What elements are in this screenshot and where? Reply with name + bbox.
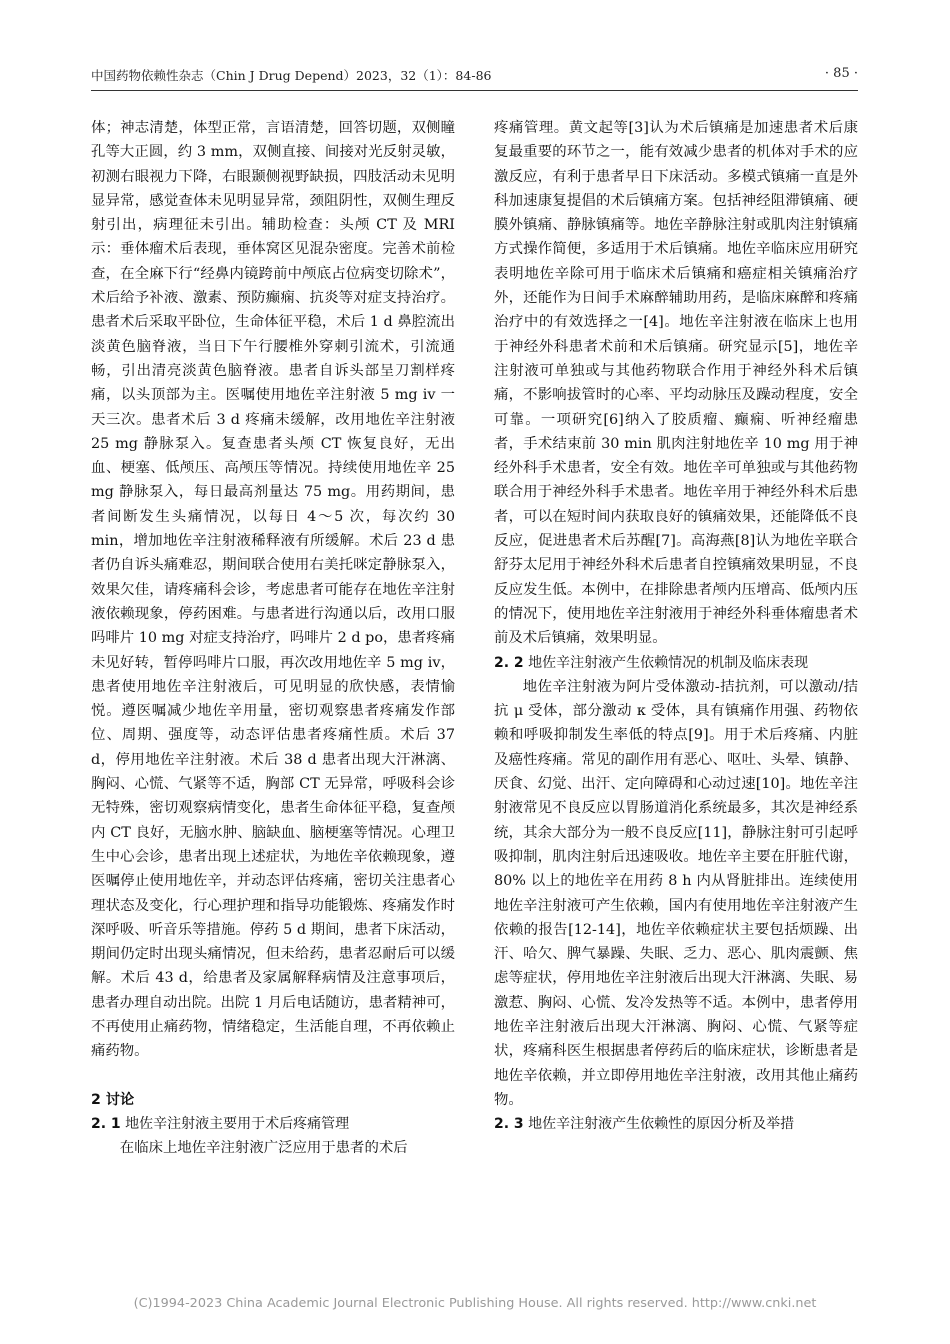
section-2-heading: 2 讨论 [91,1091,135,1108]
section-2-1-heading [91,1112,455,1136]
section-gap [91,1064,455,1088]
section-2-1-paragraph-continued: 疼痛管理。黄文起等[3]认为术后镇痛是加速患者术后康复最重要的环节之一，能有效减少患者的机体对手术的应激反应，有利于患者早日下床活动。多模式镇痛一直是外科加速康复提倡的术后镇痛方案。包括神经阻滞镇痛、硬膜外镇痛、静脉镇痛等。地佐辛静脉注射或肌肉注射镇痛方式操作简便，多适用于术后镇痛。地佐辛临床应用研究表明地佐辛除可用于临床术后镇痛和癌症相关镇痛治疗外，还能作为日间手术麻醉辅助用药，是临床麻醉和疼痛治疗中的有效选择之一[4]。地佐辛注射液在临床上也用于神经外科患者术前和术后镇痛。研究显示[5]，地佐辛注射液可单独或与其他药物联合作用于神经外科术后镇痛，不影响拔管时的心率、平均动脉压及躁动程度，安全可靠。一项研究[6]纳入了胶质瘤、癫痫、听神经瘤患者，手术结束前 30 min 肌肉注射地佐辛 10 mg 用于神经外科手术患者，安全有效。地佐辛可单独或与其他药物联合用于神经外科手术患者。地佐辛用于神经外科术后患者，可以在短时间内获取良好的镇痛效果，还能降低不良反应，促进患者术后苏醒[7]。高海燕[8]认为地佐辛联合舒芬太尼用于神经外科术后患者自控镇痛效果明显，不良反应发生低。本例中，在排除患者颅内压增高、低颅内压的情况下，使用地佐辛注射液用于神经外科垂体瘤患者术前及术后镇痛，效果明显。 [494,120,858,647]
right-column [494,116,858,1136]
header-divider [91,90,858,91]
section-2-1-number: 2. 1 [91,1115,121,1132]
section-2-1-paragraph-start: 在临床上地佐辛注射液广泛应用于患者的术后 [119,1140,408,1157]
section-2-3-heading [494,1112,858,1136]
section-2-3-title: 地佐辛注射液产生依赖性的原因分析及举措 [528,1116,795,1133]
running-header [91,66,858,88]
page-number: · 85 · [824,66,858,81]
section-2-2-heading [494,651,858,675]
section-2-3-number: 2. 3 [494,1116,524,1133]
section-2-2-paragraph: 地佐辛注射液为阿片受体激动-拮抗剂，可以激动/拮抗 μ 受体，部分激动 κ 受体，具有镇痛作用强、药物依赖和呼吸抑制发生率低的特点[9]。用于术后疼痛、内脏及癌性疼痛。常见的副作用有恶心、呕吐、头晕、镇静、厌食、幻觉、出汗、定向障碍和心动过速[10]。地佐辛注射液常见不良反应以胃肠道消化系统最多，其次是神经系统，其余大部分为一般不良反应[11]，静脉注射可引起呼吸抑制，肌肉注射后迅速吸收。地佐辛主要在肝脏代谢，80% 以上的地佐辛在用药 8 h 内从肾脏排出。连续使用地佐辛注射液可产生依赖，国内有使用地佐辛注射液产生依赖的报告[12-14]，地佐辛依赖症状主要包括烦躁、出汗、哈欠、脾气暴躁、失眠、乏力、恶心、肌肉震颤、焦虑等症状，停用地佐辛注射液后出现大汗淋漓、失眠、易激惹、胸闷、心慌、发冷发热等不适。本例中，患者停用地佐辛注射液后出现大汗淋漓、胸闷、心慌、气紧等症状，疼痛科医生根据患者停药后的临床症状，诊断患者是地佐辛依赖，并立即停用地佐辛注射液，改用其他止痛药物。 [494,678,858,1108]
case-report-paragraph: 体；神志清楚，体型正常，言语清楚，回答切题，双侧瞳孔等大正圆，约 3 mm，双侧直接、间接对光反射灵敏，初测右眼视力下降，右眼颞侧视野缺损，四肢活动未见明显异常，感觉查体未见明显异常，颈阻阴性，双侧生理反射引出，病理征未引出。辅助检查：头颅 CT 及 MRI 示：垂体瘤术后表现，垂体窝区见混杂密度。完善术前检查，在全麻下行“经鼻内镜跨前中颅底占位病变切除术”，术后给予补液、激素、预防癫痫、抗炎等对症支持治疗。患者术后采取平卧位，生命体征平稳，术后 1 d 鼻腔流出淡黄色脑脊液，当日下午行腰椎外穿刺引流术，引流通畅，引出清亮淡黄色脑脊液。患者自诉头部呈刀割样疼痛，以头顶部为主。医嘱使用地佐辛注射液 5 mg iv 一天三次。患者术后 3 d 疼痛未缓解，改用地佐辛注射液 25 mg 静脉泵入。复查患者头颅 CT 恢复良好，无出血、梗塞、低颅压、高颅压等情况。持续使用地佐辛 25 mg 静脉泵入，每日最高剂量达 75 mg。用药期间，患者间断发生头痛情况，以每日 4～5 次，每次约 30 min，增加地佐辛注射液稀释液有所缓解。术后 23 d 患者仍自诉头痛难忍，期间联合使用右美托咪定静脉泵入，效果欠佳，请疼痛科会诊，考虑患者可能存在地佐辛注射液依赖现象，停药困难。与患者进行沟通以后，改用口服吗啡片 10 mg 对症支持治疗，吗啡片 2 d po，患者疼痛未见好转，暂停吗啡片口服，再次改用地佐辛 5 mg iv，患者使用地佐辛注射液后，可见明显的欣快感，表情愉悦。遵医嘱减少地佐辛用量，密切观察患者疼痛发作部位、周期、强度等，动态评估患者疼痛性质。术后 37 d，停用地佐辛注射液。术后 38 d 患者出现大汗淋漓、胸闷、心慌、气紧等不适，胸部 CT 无异常，呼吸科会诊无特殊，密切观察病情变化，患者生命体征平稳，复查颅内 CT 良好，无脑水肿、脑缺血、脑梗塞等情况。心理卫生中心会诊，患者出现上述症状，为地佐辛依赖现象，遵医嘱停止使用地佐辛，并动态评估疼痛，密切关注患者心理状态及变化，行心理护理和指导功能锻炼、疼痛发作时深呼吸、听音乐等措施。停药 5 d 期间，患者下床活动，期间仍定时出现头痛情况，但未给药，患者忍耐后可以缓解。术后 43 d，给患者及家属解释病情及注意事项后，患者办理自动出院。出院 1 月后电话随访，患者精神可，不再使用止痛药物，情绪稳定，生活能自理，不再依赖止痛药物。 [91,120,455,1060]
copyright-footer: (C)1994-2023 China Academic Journal Electronic Publishing House. All rights reserved. http://www.cnki.net [133,1296,817,1311]
section-2-2-number: 2. 2 [494,654,524,671]
journal-citation: 中国药物依赖性杂志（Chin J Drug Depend）2023，32（1）：84-86 [91,68,492,83]
section-2-2-title: 地佐辛注射液产生依赖情况的机制及临床表现 [528,654,809,671]
section-2-1-title: 地佐辛注射液主要用于术后疼痛管理 [125,1115,350,1132]
left-column [91,116,455,1160]
